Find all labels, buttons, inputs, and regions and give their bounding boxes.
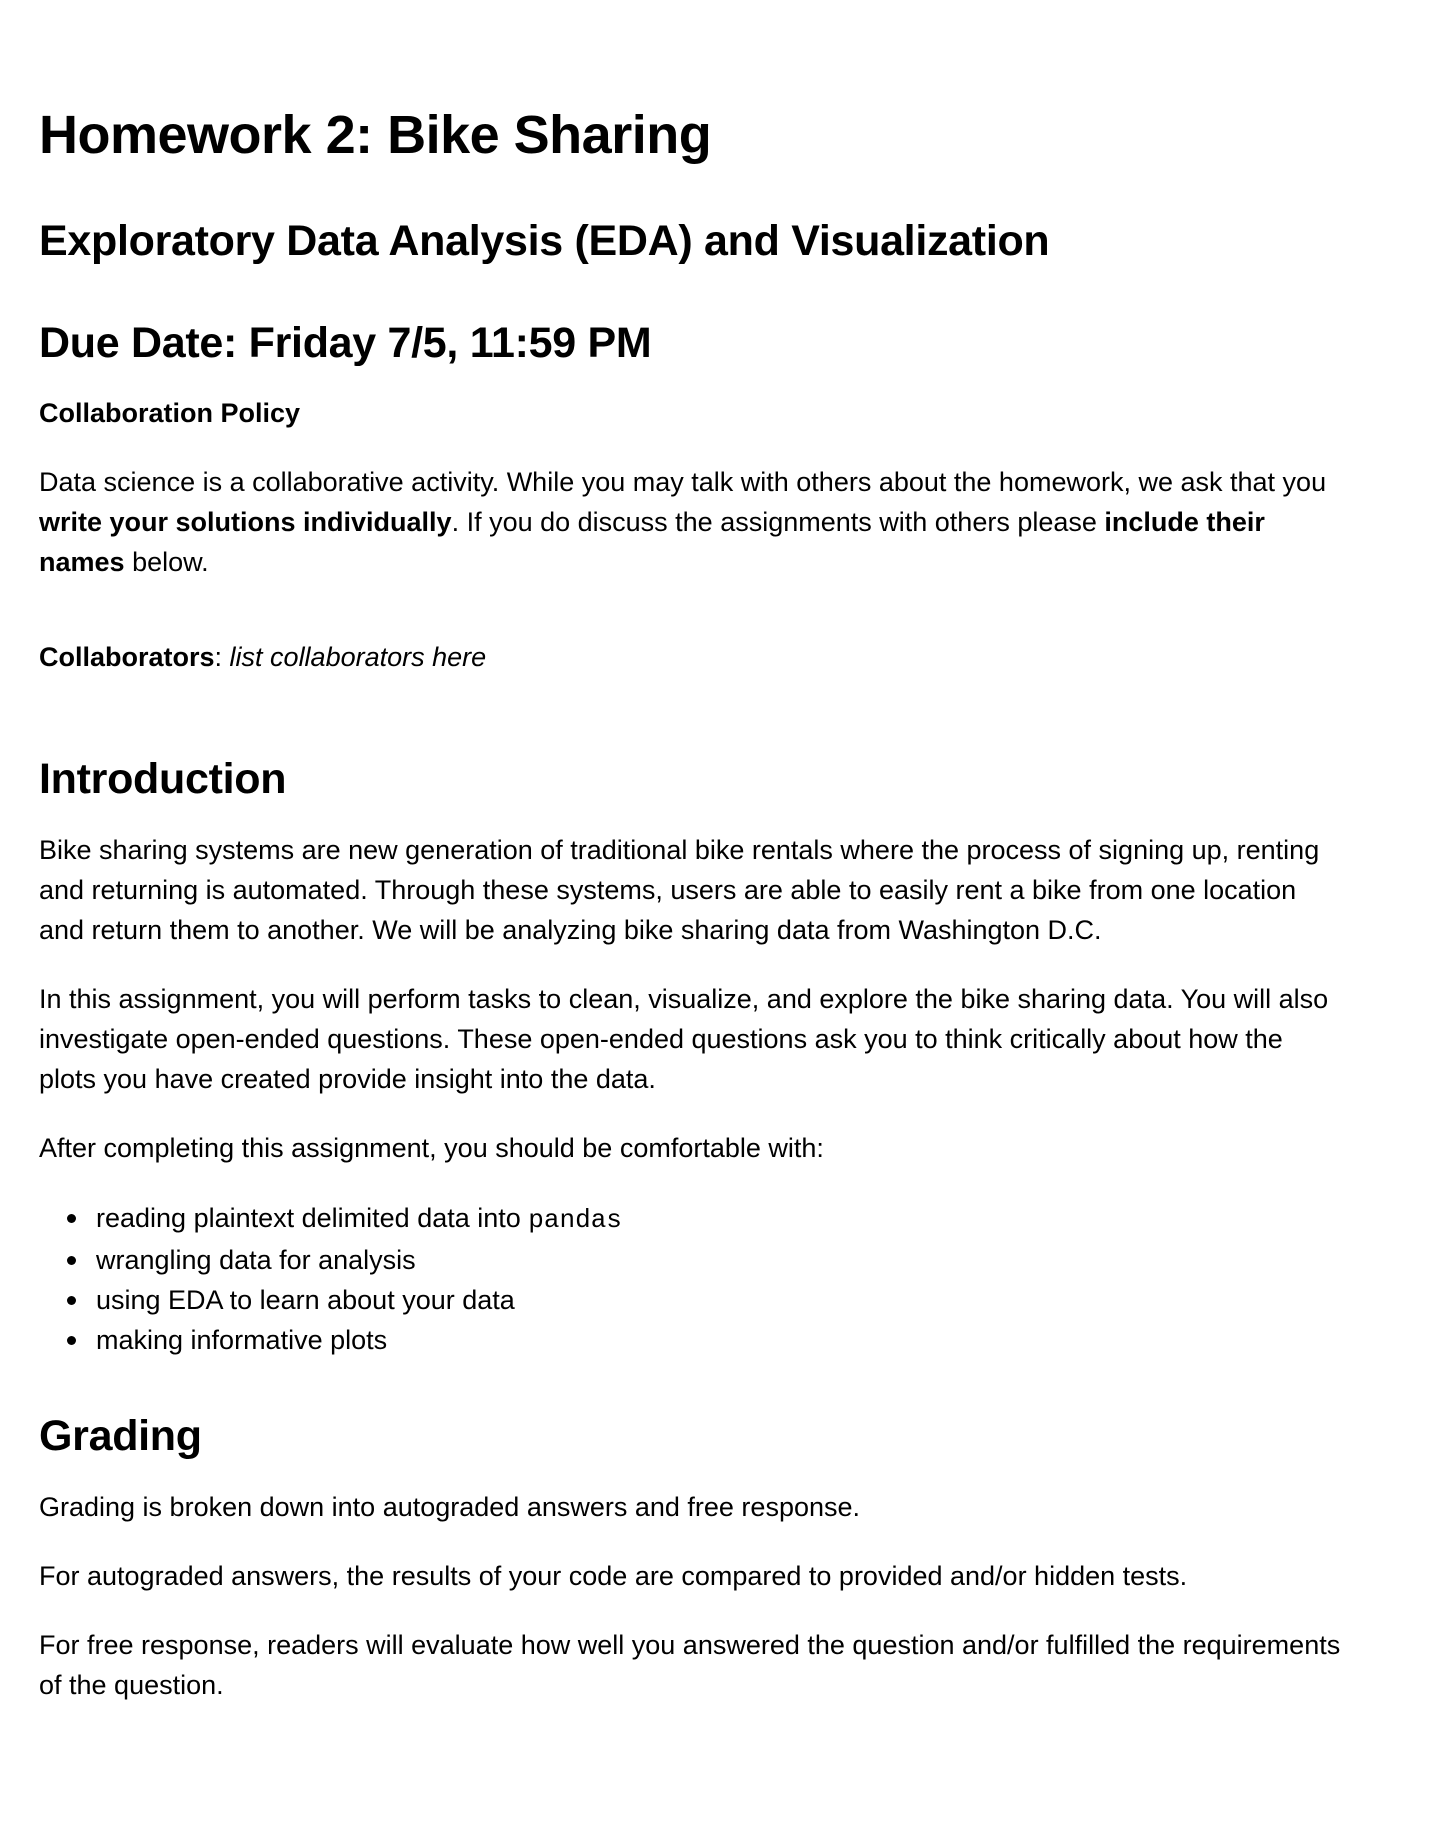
list-item — [39, 1320, 622, 1360]
intro-p2-line-1: In this assignment, you will perform tasks to clean, visualize, and explore the bike sharing data. You will also — [39, 984, 1329, 1014]
page-title: Homework 2: Bike Sharing — [39, 105, 712, 165]
bold-include-their: include their — [1104, 507, 1265, 537]
introduction-paragraph-2 — [39, 979, 1409, 1099]
intro-p1-line-2: and returning is automated. Through these systems, users are able to easily rent a bike from one location — [39, 875, 1297, 905]
grade-p3-line-1: For free response, readers will evaluate how well you answered the question and/or fulfilled the requirements — [39, 1630, 1341, 1660]
grading-paragraph-2: For autograded answers, the results of your code are compared to provided and/or hidden tests. — [39, 1561, 1188, 1591]
bold-names: names — [39, 547, 125, 577]
bullet-text: reading plaintext delimited data into — [96, 1203, 529, 1233]
bullet-icon — [67, 1256, 76, 1265]
collaboration-line-1: Data science is a collaborative activity. While you may talk with others about the homework, we ask that you — [39, 467, 1327, 497]
intro-p1-line-3: and return them to another. We will be analyzing bike sharing data from Washington D.C. — [39, 915, 1102, 945]
collaboration-line-2 — [39, 502, 1409, 542]
intro-p1-line-1: Bike sharing systems are new generation of traditional bike rentals where the process of signing up, renting — [39, 835, 1320, 865]
grading-paragraph-3 — [39, 1625, 1409, 1705]
collaboration-line-3 — [39, 542, 1409, 582]
introduction-paragraph-1 — [39, 830, 1409, 950]
grading-paragraph-1: Grading is broken down into autograded answers and free response. — [39, 1492, 861, 1522]
bullet-icon — [67, 1296, 76, 1305]
grade-p3-line-2: of the question. — [39, 1670, 224, 1700]
collaborators-value: list collaborators here — [229, 642, 487, 672]
list-item — [39, 1198, 622, 1240]
intro-p2-line-2: investigate open-ended questions. These open-ended questions ask you to think critically about how the — [39, 1024, 1283, 1054]
bold-write-individually: write your solutions individually — [39, 507, 452, 537]
collaboration-policy-paragraph — [39, 462, 1409, 582]
pandas-code: pandas — [528, 1205, 622, 1235]
introduction-paragraph-3: After completing this assignment, you should be comfortable with: — [39, 1133, 824, 1163]
intro-p2-line-3: plots you have created provide insight into the data. — [39, 1064, 656, 1094]
list-item — [39, 1240, 622, 1280]
page-subtitle: Exploratory Data Analysis (EDA) and Visualization — [39, 217, 1050, 265]
collaborators-line — [39, 637, 1409, 677]
due-date-heading: Due Date: Friday 7/5, 11:59 PM — [39, 319, 652, 367]
collaborators-label: Collaborators — [39, 642, 215, 672]
grading-heading: Grading — [39, 1412, 202, 1460]
collaborators-separator: : — [214, 642, 230, 672]
bullet-text: wrangling data for analysis — [96, 1245, 416, 1275]
list-item — [39, 1280, 622, 1320]
collaboration-line-2-text: . If you do discuss the assignments with others please — [451, 507, 1105, 537]
bullet-icon — [67, 1336, 76, 1345]
collaboration-line-3-text: below. — [124, 547, 209, 577]
introduction-heading: Introduction — [39, 755, 287, 803]
bullet-icon — [67, 1214, 76, 1223]
bullet-text: making informative plots — [96, 1325, 388, 1355]
collaboration-policy-heading: Collaboration Policy — [39, 398, 301, 428]
skills-list — [39, 1198, 622, 1360]
bullet-text: using EDA to learn about your data — [96, 1285, 515, 1315]
